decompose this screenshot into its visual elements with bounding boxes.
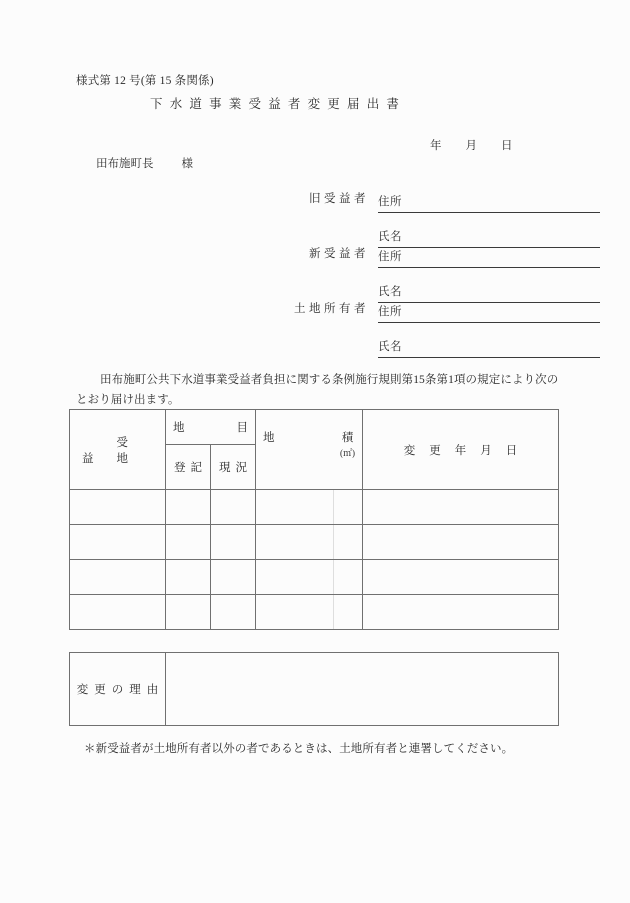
form-number: 様式第 12 号(第 15 条関係) (76, 75, 214, 87)
header-registered: 登記 (166, 445, 211, 490)
cell-actual[interactable] (211, 490, 256, 525)
change-reason-row (70, 653, 559, 726)
addressee-honorific: 様 (181, 158, 193, 170)
party-block-former-beneficiary (309, 190, 600, 248)
cell-area[interactable] (256, 490, 363, 525)
header-area-left: 地 (263, 432, 275, 444)
name-label: 氏名 (378, 286, 402, 298)
cell-change-date[interactable] (363, 490, 559, 525)
header-area-unit: (㎡) (340, 448, 355, 458)
cell-benefit-land[interactable] (70, 595, 166, 630)
change-reason-table (69, 652, 559, 726)
cell-registered[interactable] (166, 525, 211, 560)
header-actual: 現況 (211, 445, 256, 490)
header-area (256, 410, 363, 490)
table-row (70, 525, 559, 560)
header-area-right-text: 積 (341, 432, 354, 444)
cell-change-date[interactable] (363, 560, 559, 595)
header-land-category (166, 410, 256, 445)
address-label: 住所 (378, 251, 402, 263)
cell-area[interactable] (256, 525, 363, 560)
header-land-category-right: 目 (236, 422, 248, 434)
header-benefit-land: 受益地 (70, 410, 166, 490)
address-label: 住所 (378, 196, 402, 208)
cell-actual[interactable] (211, 560, 256, 595)
benefit-land-table (69, 409, 559, 630)
cell-area[interactable] (256, 595, 363, 630)
table-row (70, 595, 559, 630)
change-reason-value[interactable] (166, 653, 559, 726)
footnote: ＊新受益者が土地所有者以外の者であるときは、土地所有者と連署してください。 (84, 743, 514, 755)
cell-registered[interactable] (166, 490, 211, 525)
party-role-label: 土地所有者 (294, 303, 369, 315)
cell-benefit-land[interactable] (70, 560, 166, 595)
date-line: 年月日 (430, 140, 537, 152)
cell-registered[interactable] (166, 560, 211, 595)
declaration-paragraph: 田布施町公共下水道事業受益者負担に関する条例施行規則第15条第1項の規定により次のとおり届け出ます。 (76, 374, 559, 406)
party-block-landowner (294, 300, 600, 358)
cell-change-date[interactable] (363, 525, 559, 560)
cell-actual[interactable] (211, 525, 256, 560)
table-header-row-1 (70, 410, 559, 445)
cell-area[interactable] (256, 560, 363, 595)
name-label: 氏名 (378, 231, 402, 243)
header-land-category-left: 地 (173, 422, 185, 434)
cell-actual[interactable] (211, 595, 256, 630)
table-row (70, 560, 559, 595)
party-role-label: 新受益者 (309, 248, 369, 260)
former-beneficiary-address-field[interactable] (378, 190, 600, 213)
header-area-right (340, 429, 355, 459)
party-role-label: 旧受益者 (309, 193, 369, 205)
cell-benefit-land[interactable] (70, 490, 166, 525)
cell-benefit-land[interactable] (70, 525, 166, 560)
addressee-name: 田布施町長 (96, 158, 154, 170)
name-label: 氏名 (378, 341, 402, 353)
change-reason-label: 変更の理由 (70, 653, 166, 726)
party-block-new-beneficiary (309, 245, 600, 303)
addressee (96, 155, 193, 171)
table-row (70, 490, 559, 525)
cell-registered[interactable] (166, 595, 211, 630)
header-change-date: 変更年月日 (363, 410, 559, 490)
document-title: 下水道事業受益者変更届出書 (150, 97, 407, 111)
landowner-name-field[interactable] (378, 335, 600, 358)
address-label: 住所 (378, 306, 402, 318)
cell-change-date[interactable] (363, 595, 559, 630)
new-beneficiary-address-field[interactable] (378, 245, 600, 268)
landowner-address-field[interactable] (378, 300, 600, 323)
